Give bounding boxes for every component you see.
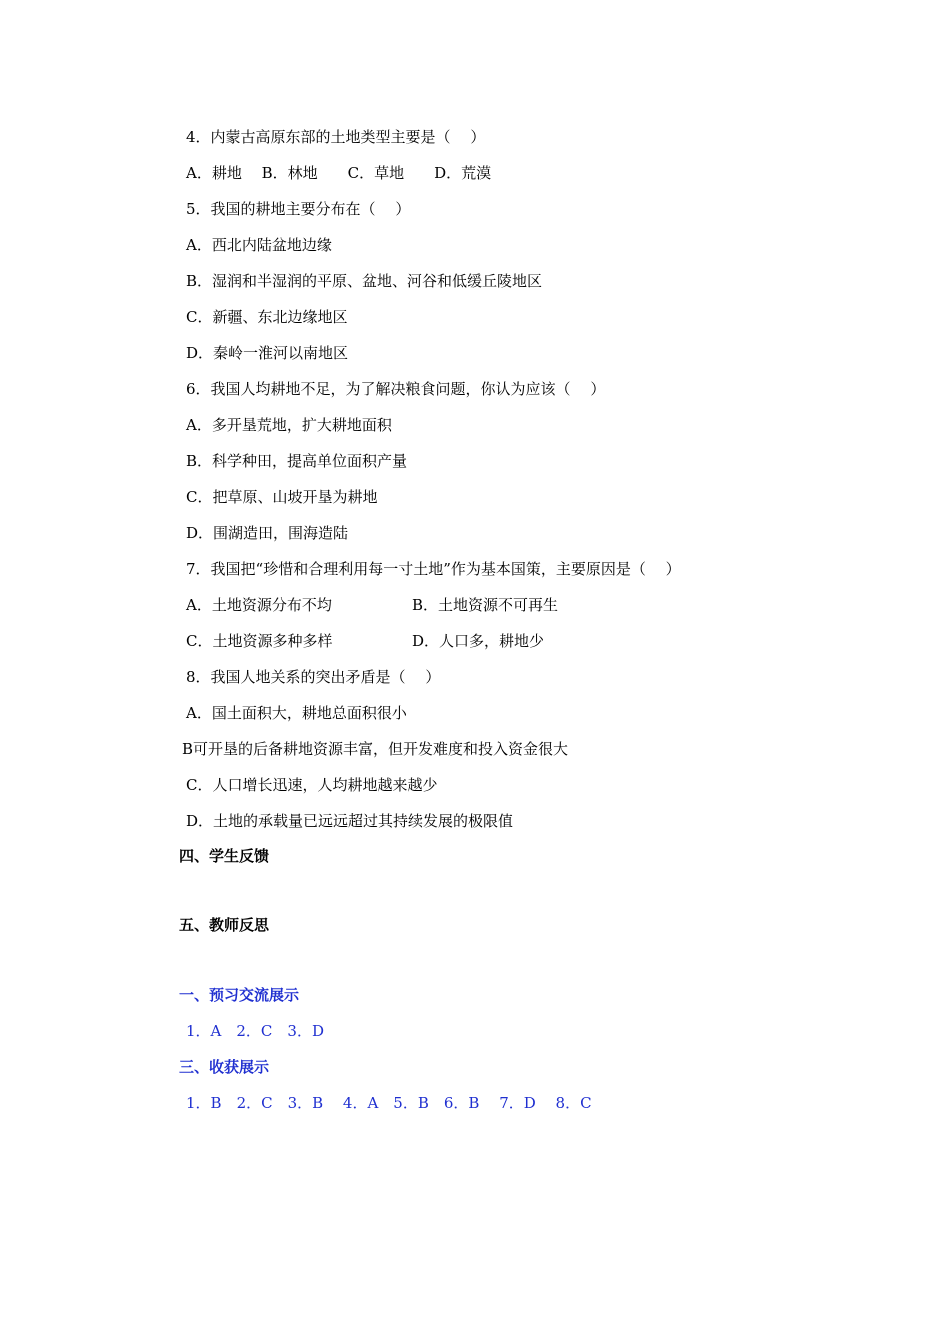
q8-stem: 8．我国人地关系的突出矛盾是（ ） xyxy=(186,668,441,686)
q6-option-b: B．科学种田，提高单位面积产量 xyxy=(186,452,408,470)
q4-stem: 4．内蒙古高原东部的土地类型主要是（ ） xyxy=(186,128,486,146)
q8-option-d: D．土地的承载量已远远超过其持续发展的极限值 xyxy=(186,812,514,830)
q5-option-a: A．西北内陆盆地边缘 xyxy=(186,236,332,254)
preview-heading: 一、预习交流展示 xyxy=(179,986,300,1004)
harvest-heading: 三、收获展示 xyxy=(179,1058,270,1076)
q5-option-d: D．秦岭一淮河以南地区 xyxy=(186,344,349,362)
q8-option-c: C．人口增长迅速，人均耕地越来越少 xyxy=(186,776,438,794)
q5-option-c: C．新疆、东北边缘地区 xyxy=(186,308,348,326)
q7-option-c: C．土地资源多种多样 xyxy=(186,632,333,650)
q8-option-b: B可开垦的后备耕地资源丰富，但开发难度和投入资金很大 xyxy=(182,740,569,758)
q8-option-a: A．国土面积大，耕地总面积很小 xyxy=(186,704,407,722)
q5-stem: 5．我国的耕地主要分布在（ ） xyxy=(186,200,411,218)
q7-option-b: B．土地资源不可再生 xyxy=(412,596,559,614)
preview-answers: 1．A 2．C 3．D xyxy=(186,1022,324,1040)
section-teacher-reflection: 五、教师反思 xyxy=(179,916,270,934)
q6-option-a: A．多开垦荒地，扩大耕地面积 xyxy=(186,416,392,434)
q7-stem: 7．我国把“珍惜和合理利用每一寸土地”作为基本国策，主要原因是（ ） xyxy=(186,560,681,578)
q7-option-a: A．土地资源分布不均 xyxy=(186,596,332,614)
q4-options: A．耕地 B．林地 C．草地 D．荒漠 xyxy=(186,164,492,182)
q7-option-d: D．人口多，耕地少 xyxy=(412,632,545,650)
q6-stem: 6．我国人均耕地不足，为了解决粮食问题，你认为应该（ ） xyxy=(186,380,606,398)
q5-option-b: B．湿润和半湿润的平原、盆地、河谷和低缓丘陵地区 xyxy=(186,272,543,290)
harvest-answers: 1．B 2．C 3．B 4．A 5．B 6．B 7．D 8．C xyxy=(186,1094,592,1112)
q6-option-d: D．围湖造田，围海造陆 xyxy=(186,524,349,542)
section-student-feedback: 四、学生反馈 xyxy=(179,847,270,865)
q6-option-c: C．把草原、山坡开垦为耕地 xyxy=(186,488,378,506)
